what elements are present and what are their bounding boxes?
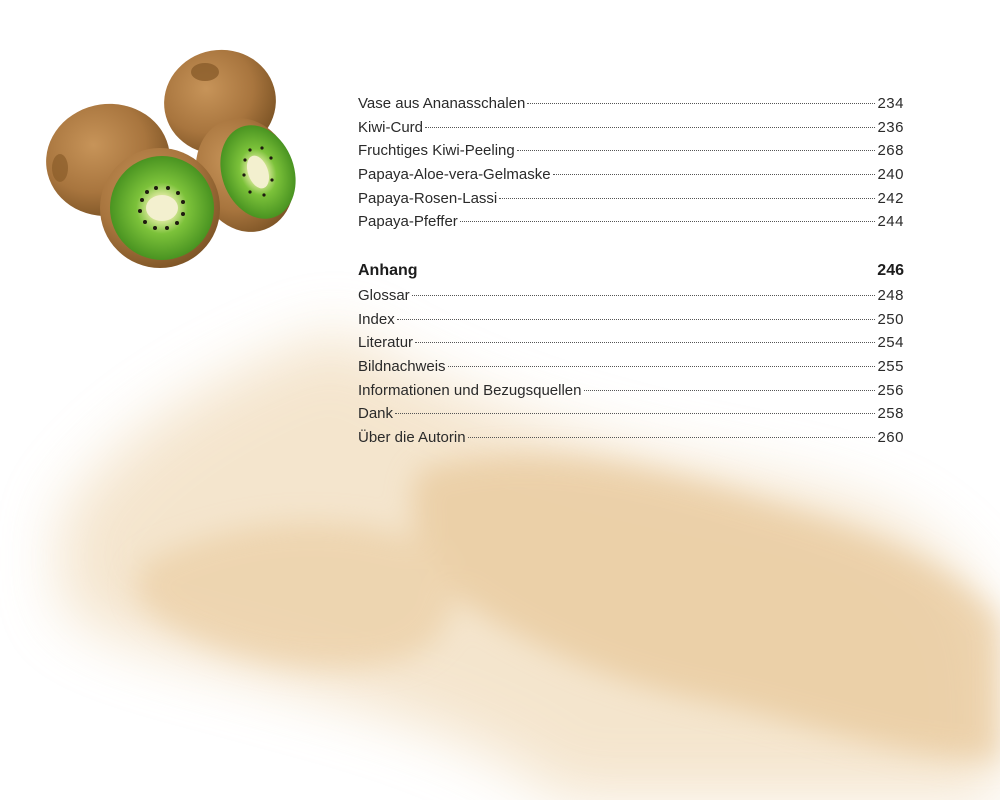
toc-entry-page: 250 [877,310,904,328]
toc-section-heading [358,258,904,284]
toc-entry-label: Vase aus Ananasschalen [358,95,526,112]
toc-entry[interactable] [358,426,904,450]
toc-entry-page: 234 [877,95,904,112]
toc-entry[interactable] [358,308,904,332]
dot-leader [415,341,875,343]
toc-entry-page: 248 [877,287,904,304]
toc-entry[interactable] [358,379,904,403]
toc-entry[interactable] [358,163,904,187]
dot-leader [425,126,875,128]
toc-entry-label: Bildnachweis [358,358,446,376]
toc-entry-label: Fruchtiges Kiwi-Peeling [358,142,515,160]
dot-leader [553,173,876,175]
toc-entry-label: Index [358,310,395,328]
dot-leader [527,102,875,104]
toc-entry[interactable] [358,92,904,116]
toc-entry-label: Literatur [358,334,414,352]
toc-entry-label: Papaya-Aloe-vera-Gelmaske [358,166,551,184]
toc-entry-page: 258 [877,405,904,423]
toc-entry-page: 256 [877,381,904,399]
toc-entry-page: 260 [877,429,904,447]
toc-entry-page: 254 [877,334,904,352]
toc-entry[interactable] [358,331,904,355]
toc-entry[interactable] [358,355,904,379]
toc-entry-label: Papaya-Pfeffer [358,213,458,231]
dot-leader [460,220,876,222]
toc-entry-page: 244 [877,213,904,231]
toc-entry-page: 268 [877,142,904,160]
toc-list [358,92,904,234]
toc-entry-label: Über die Autorin [358,429,466,447]
dot-leader [397,318,876,320]
toc-entry[interactable] [358,210,904,234]
toc-entry-page: 240 [877,166,904,184]
toc-entry[interactable] [358,116,904,140]
toc-entry-label: Glossar [358,287,410,304]
section-page: 246 [877,262,904,279]
section-title: Anhang [358,262,418,279]
toc-entry-page: 242 [877,189,904,207]
toc-entry[interactable] [358,187,904,211]
toc-entry-label: Papaya-Rosen-Lassi [358,189,498,207]
toc-entry[interactable] [358,284,904,308]
kiwi-fruit-icon [0,40,320,280]
toc-entry-page: 236 [877,118,904,136]
dot-leader [468,436,876,438]
dot-leader [517,149,876,151]
toc-entry-label: Dank [358,405,394,423]
toc-entry-page: 255 [877,358,904,376]
dot-leader [499,197,875,199]
toc-appendix-section [358,258,904,450]
toc-entry-label: Kiwi-Curd [358,118,424,136]
dot-leader [412,294,876,296]
toc-entry[interactable] [358,402,904,426]
toc-entry[interactable] [358,139,904,163]
toc-list [358,284,904,450]
dot-leader [448,365,876,367]
dot-leader [584,389,876,391]
toc-entry-label: Informationen und Bezugsquellen [358,381,582,399]
dot-leader [395,412,875,414]
